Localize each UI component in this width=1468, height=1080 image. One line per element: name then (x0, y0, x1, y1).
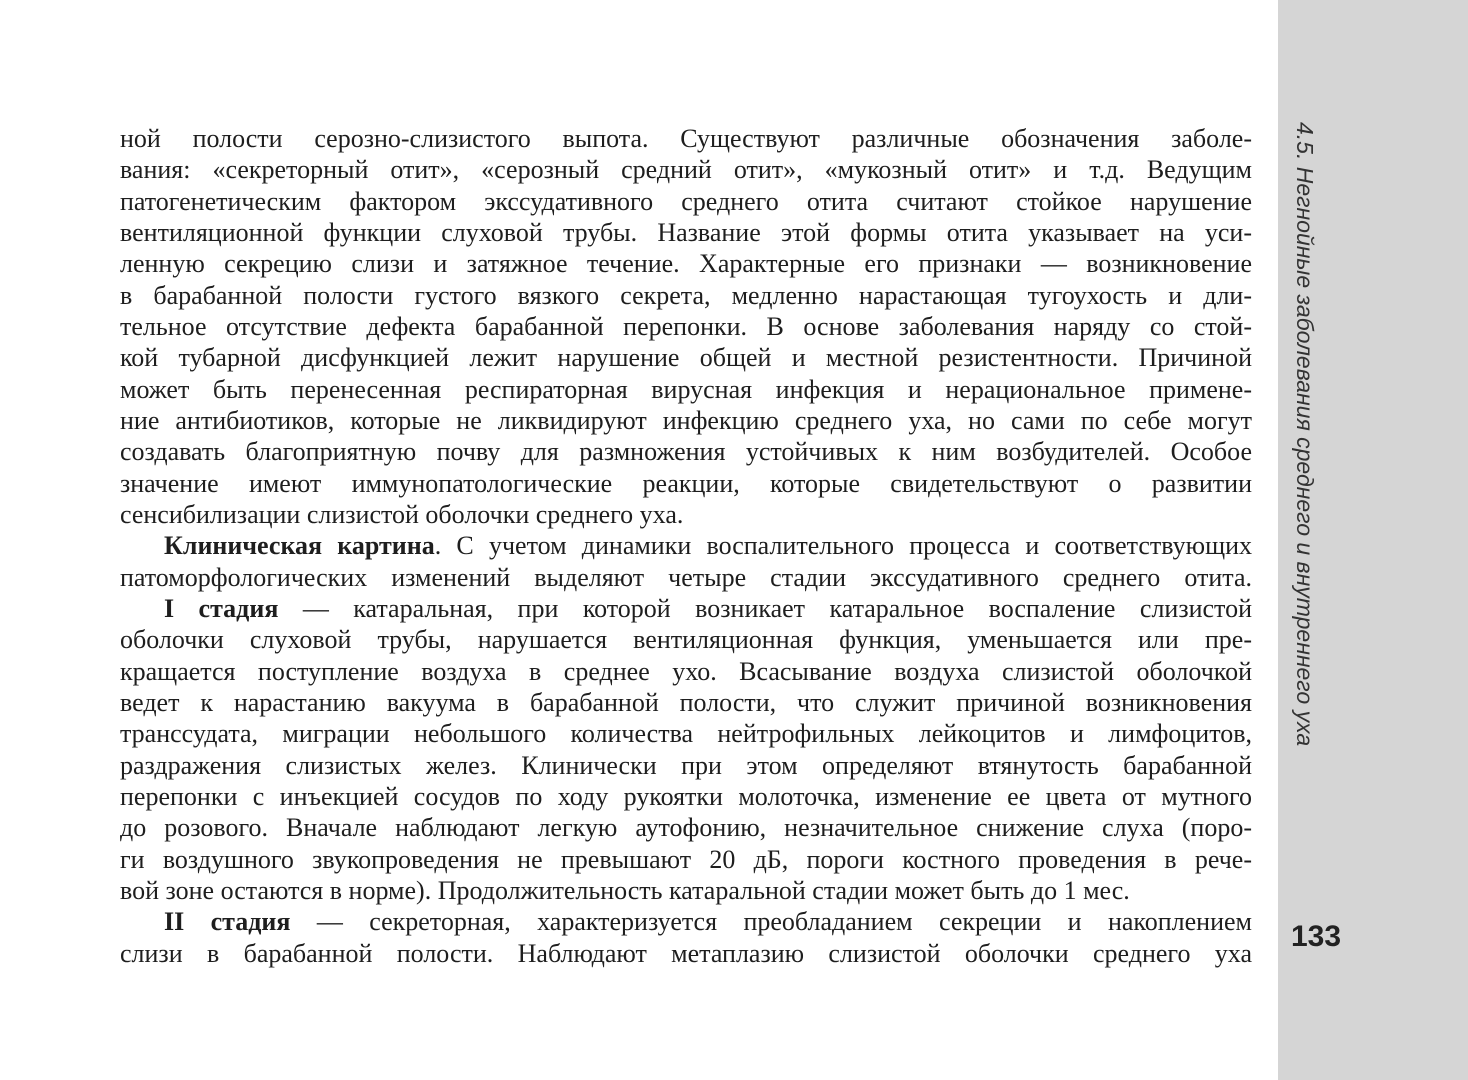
text-line: патогенетическим фактором экссудативного среднего отита считают стойкое нарушение (120, 186, 1252, 216)
text-line: ной полости серозно-слизистого выпота. Существуют различные обозначения заболе- (120, 124, 1252, 153)
text-line: перепонки с инъекцией сосудов по ходу рукоятки молоточка, изменение ее цвета от мутного (120, 781, 1252, 811)
text-line: оболочки слуховой трубы, нарушается вентиляционная функция, уменьшается или пре- (120, 625, 1252, 655)
text-line: ние антибиотиков, которые не ликвидируют инфекцию среднего уха, но сами по себе могут (120, 405, 1252, 435)
text-line: сенсибилизации слизистой оболочки среднего уха. (120, 499, 684, 529)
run-in-heading: Клиническая картина (164, 531, 435, 561)
text-line: в барабанной полости густого вязкого секрета, медленно нарастающая тугоухость и дли- (120, 280, 1252, 310)
text-line: ги воздушного звукопроведения не превышают 20 дБ, пороги костного проведения в рече- (120, 844, 1252, 874)
text-line: ленную секрецию слизи и затяжное течение. Характерные его признаки — возникновение (120, 249, 1252, 279)
text-line: слизи в барабанной полости. Наблюдают метаплазию слизистой оболочки среднего уха (120, 938, 1252, 968)
text-line: раздражения слизистых желез. Клинически при этом определяют втянутость барабанной (120, 750, 1252, 780)
text-line: до розового. Вначале наблюдают легкую аутофонию, незначительное снижение слуха (поро- (120, 813, 1252, 843)
text-line: вой зоне остаются в норме). Продолжительность катаральной стадии может быть до 1 мес. (120, 875, 1130, 905)
text-line: тельное отсутствие дефекта барабанной перепонки. В основе заболевания наряду со стой- (120, 311, 1252, 341)
page-number: 133 (1290, 920, 1342, 953)
body-text (120, 123, 1252, 969)
text-line: патоморфологических изменений выделяют четыре стадии экссудативного среднего отита. (120, 562, 1252, 592)
text-line: I стадия — катаральная, при которой возникает катаральное воспаление слизистой (164, 593, 1252, 623)
stage-label: II стадия (164, 907, 291, 937)
text-line: ведет к нарастанию вакуума в барабанной полости, что служит причиной возникновения (120, 687, 1252, 717)
text-line: может быть перенесенная респираторная вирусная инфекция и нерациональное примене- (120, 374, 1252, 404)
running-head: 4.5. Негнойные заболевания среднего и внутреннего уха (1292, 122, 1318, 747)
running-head-container (1290, 122, 1320, 782)
text-line: II стадия — секреторная, характеризуется преобладанием секреции и накоплением (164, 907, 1252, 937)
text-line: вания: «секреторный отит», «серозный средний отит», «мукозный отит» и т.д. Ведущим (120, 155, 1252, 185)
text-line: кращается поступление воздуха в среднее ухо. Всасывание воздуха слизистой оболочкой (120, 656, 1252, 686)
text-line: вентиляционной функции слуховой трубы. Название этой формы отита указывает на уси- (120, 217, 1252, 247)
text-line: кой тубарной дисфункцией лежит нарушение общей и местной резистентности. Причиной (120, 343, 1252, 373)
text-line: значение имеют иммунопатологические реакции, которые свидетельствуют о развитии (120, 468, 1252, 498)
text-line: Клиническая картина. С учетом динамики воспалительного процесса и соответствующих (164, 531, 1253, 561)
stage-label: I стадия (164, 593, 279, 623)
text-line: транссудата, миграции небольшого количества нейтрофильных лейкоцитов и лимфоцитов, (120, 719, 1252, 749)
text-line: создавать благоприятную почву для размножения устойчивых к ним возбудителей. Особое (120, 437, 1252, 467)
